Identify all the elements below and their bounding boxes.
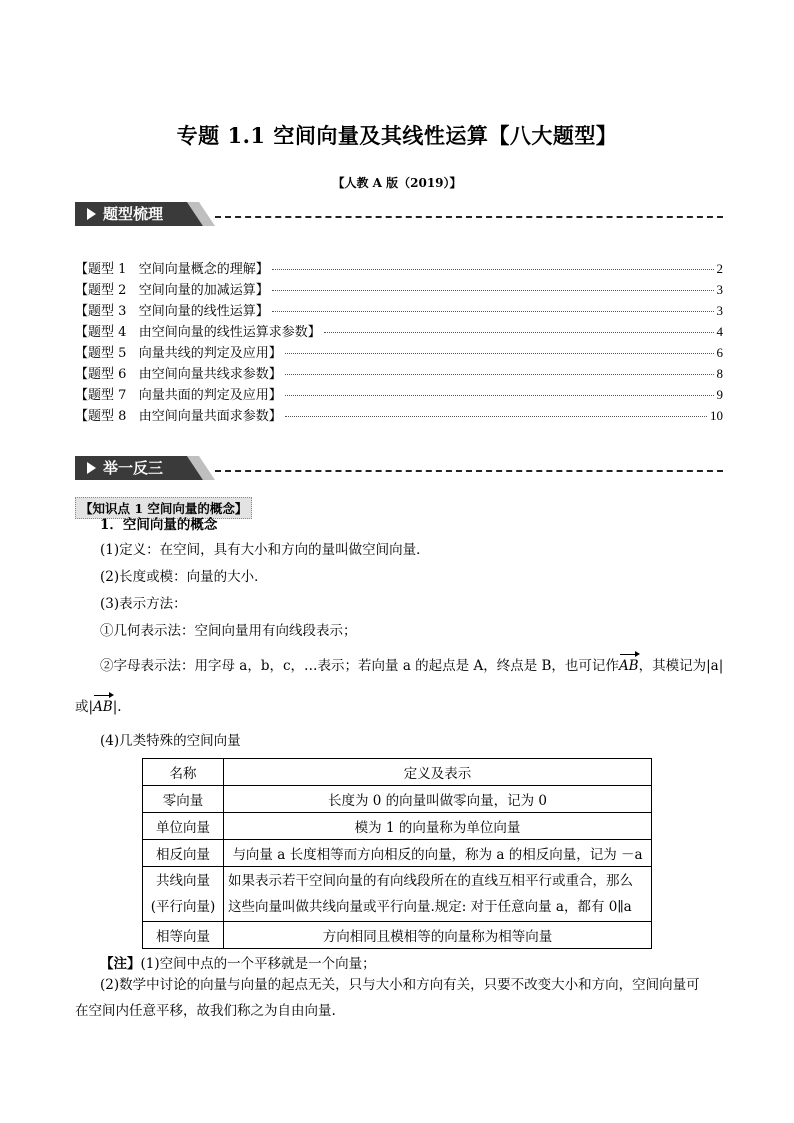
toc-page-number: 2	[716, 261, 723, 276]
toc-label: 【题型 5 向量共线的判定及应用】	[75, 346, 282, 361]
vector-ab: AB	[93, 699, 113, 715]
toc-leader	[285, 395, 714, 396]
toc-leader	[272, 311, 714, 312]
toc-label: 【题型 2 空间向量的加减运算】	[75, 283, 269, 298]
play-arrow-icon	[87, 208, 96, 220]
toc-label: 【题型 8 由空间向量共面求参数】	[75, 409, 282, 424]
vector-ab: AB	[618, 658, 639, 674]
toc-page-number: 3	[716, 282, 723, 297]
toc-row[interactable]	[75, 258, 723, 279]
special-vectors-table	[142, 758, 652, 949]
play-arrow-icon	[87, 462, 96, 474]
table-row	[143, 867, 652, 922]
paragraph	[100, 656, 723, 676]
table-cell-name: 相等向量	[143, 922, 224, 949]
text-span: (1)空间中点的一个平移就是一个向量；	[140, 956, 376, 972]
table-row	[143, 922, 652, 949]
toc-leader	[272, 290, 714, 291]
toc-page-number: 3	[716, 303, 723, 318]
note-label: 【注】	[100, 956, 141, 972]
table-cell-definition-line: 如果表示若干空间向量的有向线段所在的直线互相平行或重合，那么	[228, 873, 633, 889]
toc-label: 【题型 4 由空间向量的线性运算求参数】	[75, 325, 321, 340]
paragraph: (1)定义：在空间，具有大小和方向的量叫做空间向量．	[100, 542, 430, 558]
dash-divider	[215, 216, 723, 218]
section-banner-topics	[75, 202, 723, 226]
toc-page-number: 10	[710, 408, 723, 423]
table-row	[143, 840, 652, 867]
toc-label: 【题型 7 向量共面的判定及应用】	[75, 388, 282, 403]
dash-divider	[215, 470, 723, 472]
table-cell-definition: 与向量 a 长度相等而方向相反的向量，称为 a 的相反向量，记为 －a	[224, 840, 652, 867]
section-banner-practice	[75, 456, 723, 480]
banner-title: 举一反三	[103, 459, 164, 477]
edition-label: 【人教 A 版（2019）】	[332, 176, 462, 190]
toc-row[interactable]	[75, 405, 723, 426]
toc-leader	[324, 332, 714, 333]
toc-leader	[272, 269, 714, 270]
table-cell-name: 单位向量	[143, 813, 224, 840]
paragraph: ①几何表示法：空间向量用有向线段表示；	[100, 623, 357, 639]
table-cell-name	[143, 867, 224, 922]
note-line: (2)数学中讨论的向量与向量的起点无关，只与大小和方向有关，只要不改变大小和方向，空间向量可	[100, 977, 700, 993]
banner-title: 题型梳理	[103, 205, 164, 223]
toc-page-number: 9	[716, 387, 723, 402]
toc-row[interactable]	[75, 342, 723, 363]
table-cell-definition: 方向相同且模相等的向量称为相等向量	[224, 922, 652, 949]
toc-label: 【题型 6 由空间向量共线求参数】	[75, 367, 282, 382]
toc-page-number: 4	[716, 324, 723, 339]
note-line	[100, 954, 376, 974]
table-header-cell: 名称	[143, 759, 224, 786]
table-cell-definition: 长度为 0 的向量叫做零向量，记为 0	[224, 786, 652, 813]
toc-page-number: 8	[716, 366, 723, 381]
paragraph: (2)长度或模：向量的大小．	[100, 569, 268, 585]
table-cell-name-line: (平行向量)	[150, 899, 216, 915]
text-span: ②字母表示法：用字母 a，b，c，…表示；若向量 a 的起点是 A，终点是 B，也可记作	[100, 658, 619, 674]
paragraph	[75, 697, 122, 717]
toc-leader	[285, 353, 714, 354]
toc-row[interactable]	[75, 363, 723, 384]
toc-label: 【题型 1 空间向量概念的理解】	[75, 262, 269, 277]
table-cell-definition: 模为 1 的向量称为单位向量	[224, 813, 652, 840]
table-cell-name: 相反向量	[143, 840, 224, 867]
text-span: ，其模记为|a|	[638, 658, 724, 674]
toc-page-number: 6	[716, 345, 723, 360]
toc-row[interactable]	[75, 300, 723, 321]
text-span: |.	[112, 699, 122, 715]
toc-leader	[285, 416, 707, 417]
knowledge-point-label: 【知识点 1 空间向量的概念】	[75, 497, 252, 519]
table-cell-definition	[224, 867, 652, 922]
toc-row[interactable]	[75, 321, 723, 342]
toc-row[interactable]	[75, 384, 723, 405]
page-title: 专题 1.1 空间向量及其线性运算【八大题型】	[176, 123, 618, 148]
table-row	[143, 813, 652, 840]
text-span: 或|	[75, 699, 94, 715]
toc-leader	[285, 374, 714, 375]
table-header-row	[143, 759, 652, 786]
table-cell-name: 零向量	[143, 786, 224, 813]
table-cell-name-line: 共线向量	[156, 873, 210, 889]
table-row	[143, 786, 652, 813]
table-of-contents	[75, 258, 723, 426]
toc-label: 【题型 3 空间向量的线性运算】	[75, 304, 269, 319]
paragraph: (3)表示方法：	[100, 596, 187, 612]
paragraph: (4)几类特殊的空间向量	[100, 733, 241, 749]
table-header-cell: 定义及表示	[224, 759, 652, 786]
section-heading: 1．空间向量的概念	[100, 517, 218, 533]
note-line: 在空间内任意平移，故我们称之为自由向量.	[75, 1003, 336, 1019]
toc-row[interactable]	[75, 279, 723, 300]
table-cell-definition-line: 这些向量叫做共线向量或平行向量.规定: 对于任意向量 a，都有 0∥a	[228, 899, 632, 915]
